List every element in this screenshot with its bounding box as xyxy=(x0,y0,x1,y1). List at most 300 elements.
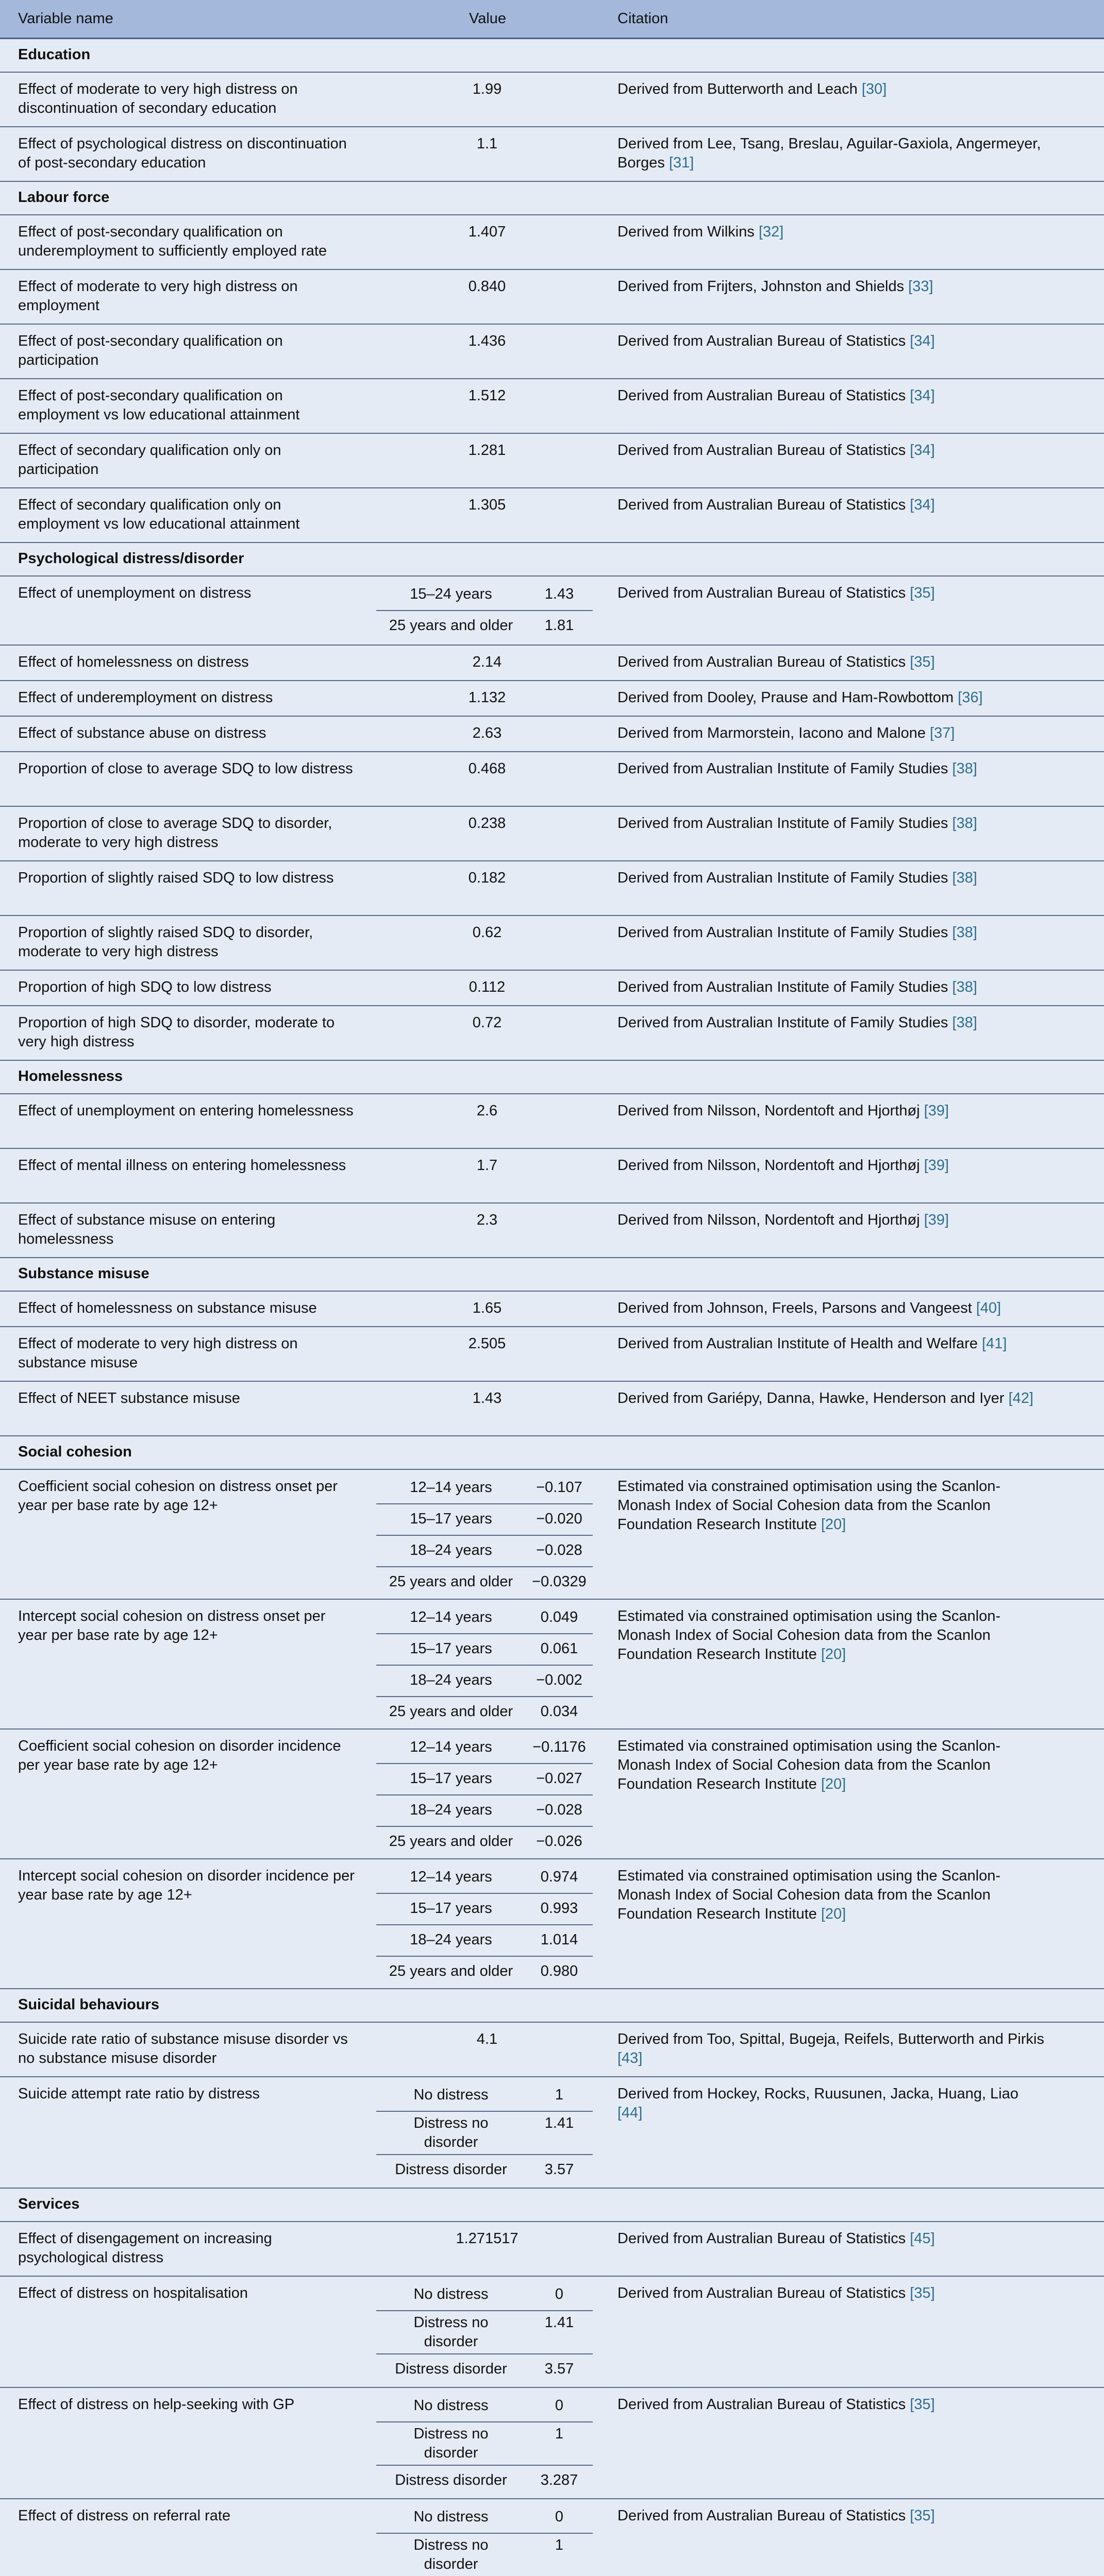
sub-label: 25 years and older xyxy=(389,617,513,634)
citation-text: Estimated via constrained optimisation using the Scanlon-Monash Index of Social Cohesion data from the Scanlon Foundation Research Institute xyxy=(617,1738,1001,1792)
section-heading xyxy=(0,182,1104,215)
value: 1.512 xyxy=(468,387,506,404)
citation-text: Derived from Australian Bureau of Statistics xyxy=(617,2230,906,2247)
sub-values xyxy=(376,1603,593,1727)
citation-reference: [35] xyxy=(910,2507,935,2524)
value: 1.1 xyxy=(476,135,498,152)
sub-row xyxy=(376,2155,593,2185)
variable-name: Coefficient social cohesion on distress onset per year per base rate by age 12+ xyxy=(18,1478,338,1514)
sub-value: −0.028 xyxy=(536,1542,582,1558)
variable-name: Effect of distress on referral rate xyxy=(18,2507,231,2524)
value: 0.468 xyxy=(468,760,506,777)
sub-row xyxy=(376,1697,593,1727)
value: 1.305 xyxy=(468,497,506,513)
variable-name: Effect of substance abuse on distress xyxy=(18,725,266,741)
sub-label: 12–14 years xyxy=(410,1609,492,1625)
citation-reference: [34] xyxy=(910,442,935,459)
citation-reference: [39] xyxy=(924,1103,949,1119)
section-heading xyxy=(0,2189,1104,2222)
table-row xyxy=(0,1149,1104,1204)
table-row xyxy=(0,577,1104,646)
sub-values xyxy=(376,1862,593,1987)
citation-reference: [37] xyxy=(930,725,955,741)
sub-value: 1 xyxy=(555,2537,564,2553)
citation-reference: [38] xyxy=(952,1014,977,1031)
citation-reference: [20] xyxy=(821,1516,846,1533)
citation xyxy=(617,386,1045,405)
table-row xyxy=(0,1292,1104,1327)
table-row xyxy=(0,1600,1104,1730)
citation-reference: [32] xyxy=(758,224,784,240)
citation-text: Derived from Australian Institute of Family Studies xyxy=(617,924,948,941)
citation xyxy=(617,653,1045,672)
table-row xyxy=(0,127,1104,182)
sub-value: 3.57 xyxy=(544,2361,574,2377)
sub-row xyxy=(376,2466,593,2496)
table-row xyxy=(0,807,1104,861)
variable-name: Effect of NEET substance misuse xyxy=(18,1390,240,1406)
variable-name: Suicide rate ratio of substance misuse disorder vs no substance misuse disorder xyxy=(18,2031,348,2066)
citation-text: Estimated via constrained optimisation using the Scanlon-Monash Index of Social Cohesion data from the Scanlon Foundation Research Institute xyxy=(617,1478,1001,1533)
citation-text: Derived from Dooley, Prause and Ham-Rowbottom xyxy=(617,689,954,706)
sub-row xyxy=(376,2502,593,2534)
table-row xyxy=(0,379,1104,434)
citation xyxy=(617,1737,1045,1794)
citation-text: Derived from Australian Institute of Family Studies xyxy=(617,979,948,995)
table-row xyxy=(0,1094,1104,1149)
citation-text: Derived from Nilsson, Nordentoft and Hjorthøj xyxy=(617,1212,920,1228)
variable-name: Effect of unemployment on entering homelessness xyxy=(18,1103,354,1119)
value: 0.182 xyxy=(468,870,506,886)
citation-text: Derived from Lee, Tsang, Breslau, Aguilar-Gaxiola, Angermeyer, Borges xyxy=(617,135,1041,171)
citation-reference: [20] xyxy=(821,1646,846,1663)
citation-text: Derived from Australian Bureau of Statistics xyxy=(617,654,906,670)
sub-values xyxy=(376,2391,593,2496)
sub-label: 15–17 years xyxy=(410,1511,492,1527)
citation xyxy=(617,1867,1045,1924)
citation xyxy=(617,584,1045,603)
sub-value: 3.287 xyxy=(540,2472,578,2488)
citation xyxy=(617,80,1045,99)
citation-reference: [20] xyxy=(821,1906,846,1922)
table-row xyxy=(0,1327,1104,1382)
citation-reference: [38] xyxy=(952,760,977,777)
sub-label: Distress no disorder xyxy=(413,2537,489,2572)
variable-name: Effect of disengagement on increasing psychological distress xyxy=(18,2230,272,2266)
table-row xyxy=(0,1470,1104,1600)
citation-reference: [35] xyxy=(910,585,935,601)
sub-label: 12–14 years xyxy=(410,1479,492,1496)
citation-text: Derived from Johnson, Freels, Parsons and Vangeest xyxy=(617,1300,972,1316)
sub-value: −0.028 xyxy=(536,1802,582,1818)
citation-reference: [30] xyxy=(861,81,887,97)
section-heading xyxy=(0,1258,1104,1292)
citation xyxy=(617,441,1045,460)
table-row xyxy=(0,1006,1104,1061)
section-title: Suicidal behaviours xyxy=(18,1996,159,2013)
variable-name: Effect of secondary qualification only on participation xyxy=(18,442,281,478)
sub-label: No distress xyxy=(413,2087,489,2103)
sub-label: 25 years and older xyxy=(389,1833,513,1850)
variable-name: Effect of unemployment on distress xyxy=(18,585,252,601)
sub-row xyxy=(376,1764,593,1795)
citation xyxy=(617,1477,1045,1534)
sub-value: 1.41 xyxy=(544,2115,574,2131)
sub-values xyxy=(376,2280,593,2385)
value: 2.6 xyxy=(476,1103,498,1119)
sub-values xyxy=(376,2080,593,2185)
table-row xyxy=(0,752,1104,807)
sub-label: 18–24 years xyxy=(410,1672,492,1688)
value: 1.132 xyxy=(468,689,506,706)
value: 1.7 xyxy=(476,1157,498,1174)
sub-row xyxy=(376,611,593,641)
sub-label: 25 years and older xyxy=(389,1573,513,1590)
citation-reference: [45] xyxy=(910,2230,935,2247)
sub-value: 0.993 xyxy=(540,1900,578,1917)
citation-text: Derived from Nilsson, Nordentoft and Hjorthøj xyxy=(617,1103,920,1119)
variable-name: Intercept social cohesion on distress onset per year per base rate by age 12+ xyxy=(18,1608,326,1643)
sub-row xyxy=(376,1634,593,1666)
sub-label: No distress xyxy=(413,2509,489,2525)
citation xyxy=(617,2506,1045,2526)
sub-row xyxy=(376,1827,593,1857)
citation xyxy=(617,1156,1045,1175)
sub-value: −0.107 xyxy=(536,1479,582,1496)
variable-name: Proportion of close to average SDQ to low distress xyxy=(18,760,353,777)
sub-row xyxy=(376,1504,593,1536)
variable-name: Effect of secondary qualification only on employment vs low educational attainment xyxy=(18,497,300,532)
sub-value: −0.0329 xyxy=(532,1573,587,1590)
sub-value: 1 xyxy=(555,2087,564,2103)
sub-label: No distress xyxy=(413,2286,489,2302)
citation-reference: [44] xyxy=(617,2105,643,2121)
sub-value: 0 xyxy=(555,2397,564,2414)
citation-reference: [38] xyxy=(952,870,977,886)
citation-text: Derived from Australian Institute of Family Studies xyxy=(617,815,948,832)
citation-text: Derived from Australian Bureau of Statistics xyxy=(617,333,906,349)
variable-name: Effect of homelessness on substance misuse xyxy=(18,1300,317,1316)
value: 0.238 xyxy=(468,815,506,832)
citation xyxy=(617,1013,1045,1032)
table-row xyxy=(0,2388,1104,2499)
citation-reference: [34] xyxy=(910,333,935,349)
citation-reference: [36] xyxy=(958,689,983,706)
citation-text: Derived from Hockey, Rocks, Ruusunen, Jacka, Huang, Liao xyxy=(617,2086,1018,2102)
table-row xyxy=(0,2222,1104,2277)
sub-row xyxy=(376,2422,593,2466)
section-heading xyxy=(0,543,1104,577)
sub-values xyxy=(376,580,593,641)
citation-reference: [34] xyxy=(910,497,935,513)
citation xyxy=(617,724,1045,743)
header-value: Value xyxy=(469,10,507,27)
sub-label: Distress disorder xyxy=(395,2472,507,2488)
variable-name: Proportion of close to average SDQ to disorder, moderate to very high distress xyxy=(18,815,332,851)
value: 0.840 xyxy=(468,278,506,295)
variable-name: Effect of distress on help-seeking with GP xyxy=(18,2396,295,2413)
citation-text: Derived from Australian Institute of Family Studies xyxy=(617,870,948,886)
value: 2.14 xyxy=(472,654,502,670)
variable-name: Effect of moderate to very high distress on substance misuse xyxy=(18,1335,298,1371)
sub-value: 0.034 xyxy=(540,1703,578,1720)
value: 1.407 xyxy=(468,224,506,240)
citation xyxy=(617,923,1045,942)
variable-name: Coefficient social cohesion on disorder incidence per year base rate by age 12+ xyxy=(18,1738,341,1773)
citation xyxy=(617,1101,1045,1121)
citation-text: Derived from Australian Bureau of Statistics xyxy=(617,497,906,513)
citation xyxy=(617,814,1045,833)
value: 1.43 xyxy=(472,1390,502,1406)
sub-row xyxy=(376,580,593,611)
sub-row xyxy=(376,1862,593,1894)
section-title: Education xyxy=(18,46,91,63)
table-row xyxy=(0,1204,1104,1258)
citation-reference: [38] xyxy=(952,924,977,941)
sub-row xyxy=(376,2391,593,2422)
citation xyxy=(617,2229,1045,2248)
sub-value: 0.974 xyxy=(540,1869,578,1885)
variable-name: Effect of mental illness on entering homelessness xyxy=(18,1157,346,1174)
sub-value: 0.061 xyxy=(540,1640,578,1657)
sub-value: 3.57 xyxy=(544,2161,574,2178)
section-heading xyxy=(0,39,1104,73)
table-row xyxy=(0,1859,1104,1989)
table-row xyxy=(0,646,1104,681)
header-citation: Citation xyxy=(617,10,668,27)
citation-reference: [39] xyxy=(924,1157,949,1174)
citation xyxy=(617,1607,1045,1664)
citation-reference: [43] xyxy=(617,2050,643,2066)
citation-reference: [38] xyxy=(952,815,977,832)
citation-text: Derived from Australian Bureau of Statistics xyxy=(617,585,906,601)
sub-value: 1.43 xyxy=(544,586,574,602)
sub-label: 18–24 years xyxy=(410,1542,492,1558)
sub-label: Distress no disorder xyxy=(413,2115,489,2150)
citation xyxy=(617,223,1045,242)
variable-name: Intercept social cohesion on disorder incidence per year base rate by age 12+ xyxy=(18,1868,355,1903)
citation-text: Derived from Australian Bureau of Statistics xyxy=(617,2396,906,2413)
sub-row xyxy=(376,1894,593,1925)
sub-label: 12–14 years xyxy=(410,1739,492,1755)
citation xyxy=(617,496,1045,515)
sub-row xyxy=(376,1473,593,1504)
citation xyxy=(617,277,1045,296)
table-row xyxy=(0,325,1104,379)
table-row xyxy=(0,73,1104,127)
citation-reference: [34] xyxy=(910,387,935,404)
citation-text: Derived from Wilkins xyxy=(617,224,755,240)
value: 2.63 xyxy=(472,725,502,741)
table-row xyxy=(0,2277,1104,2388)
citation-text: Estimated via constrained optimisation using the Scanlon-Monash Index of Social Cohesion data from the Scanlon Foundation Research Institute xyxy=(617,1868,1001,1922)
citation xyxy=(617,2395,1045,2414)
variable-name: Effect of post-secondary qualification on employment vs low educational attainment xyxy=(18,387,300,423)
variable-name: Effect of distress on hospitalisation xyxy=(18,2285,248,2301)
variable-name: Proportion of slightly raised SDQ to low distress xyxy=(18,870,334,886)
variable-name: Effect of post-secondary qualification on underemployment to sufficiently employed rate xyxy=(18,224,327,259)
sub-row xyxy=(376,1795,593,1827)
sub-row xyxy=(376,2354,593,2385)
sub-values xyxy=(376,1473,593,1598)
sub-row xyxy=(376,2280,593,2311)
section-heading xyxy=(0,1061,1104,1094)
citation xyxy=(617,688,1045,707)
value: 0.112 xyxy=(469,979,506,995)
sub-label: 15–17 years xyxy=(410,1770,492,1787)
citation xyxy=(617,1211,1045,1230)
value: 1.436 xyxy=(468,333,506,349)
table-header xyxy=(0,0,1104,39)
value: 4.1 xyxy=(476,2031,498,2047)
table-row xyxy=(0,2499,1104,2576)
sub-row xyxy=(376,2112,593,2155)
table-row xyxy=(0,681,1104,717)
citation xyxy=(617,978,1045,997)
variable-name: Effect of homelessness on distress xyxy=(18,654,249,670)
section-heading xyxy=(0,1436,1104,1470)
variable-name: Effect of moderate to very high distress on employment xyxy=(18,278,298,314)
sub-value: 0 xyxy=(555,2509,564,2525)
sub-label: Distress disorder xyxy=(395,2361,507,2377)
value: 1.281 xyxy=(468,442,506,459)
citation-reference: [39] xyxy=(924,1212,949,1228)
section-title: Labour force xyxy=(18,189,110,206)
section-title: Services xyxy=(18,2196,80,2212)
value: 0.72 xyxy=(472,1014,502,1031)
sub-value: −0.1176 xyxy=(532,1739,586,1755)
citation-reference: [38] xyxy=(952,979,977,995)
citation-text: Derived from Australian Institute of Health and Welfare xyxy=(617,1335,978,1352)
citation xyxy=(617,759,1045,778)
table-row xyxy=(0,488,1104,543)
citation-reference: [35] xyxy=(910,654,935,670)
sub-value: −0.027 xyxy=(536,1770,582,1787)
citation-text: Derived from Australian Institute of Family Studies xyxy=(617,1014,948,1031)
citation-text: Derived from Marmorstein, Iacono and Malone xyxy=(617,725,926,741)
sub-row xyxy=(376,2311,593,2354)
table-row xyxy=(0,717,1104,752)
value: 2.3 xyxy=(476,1212,498,1228)
citation xyxy=(617,2084,1045,2123)
sub-value: 1.81 xyxy=(544,617,574,634)
citation xyxy=(617,1334,1045,1353)
table-row xyxy=(0,2023,1104,2077)
citation-reference: [35] xyxy=(910,2285,935,2301)
table-row xyxy=(0,916,1104,971)
sub-value: 0.049 xyxy=(540,1609,578,1625)
sub-label: 18–24 years xyxy=(410,1931,492,1948)
citation-text: Derived from Butterworth and Leach xyxy=(617,81,858,97)
variable-name: Proportion of slightly raised SDQ to disorder, moderate to very high distress xyxy=(18,924,313,960)
value: 0.62 xyxy=(472,924,502,941)
value: 2.505 xyxy=(468,1335,506,1352)
sub-value: −0.020 xyxy=(536,1511,582,1527)
section-title: Social cohesion xyxy=(18,1444,132,1460)
sub-value: 0.980 xyxy=(540,1963,578,1979)
sub-row xyxy=(376,1925,593,1957)
sub-label: Distress no disorder xyxy=(413,2426,489,2461)
header-variable-name: Variable name xyxy=(18,10,113,27)
citation-text: Derived from Australian Bureau of Statistics xyxy=(617,2507,906,2524)
sub-values xyxy=(376,1733,593,1857)
citation-reference: [33] xyxy=(908,278,933,295)
section-heading xyxy=(0,1989,1104,2023)
sub-label: Distress disorder xyxy=(395,2161,507,2178)
citation-text: Derived from Too, Spittal, Bugeja, Reifels, Butterworth and Pirkis xyxy=(617,2031,1044,2047)
sub-row xyxy=(376,1536,593,1567)
table-row xyxy=(0,215,1104,270)
sub-row xyxy=(376,2534,593,2576)
citation-text: Derived from Gariépy, Danna, Hawke, Henderson and Iyer xyxy=(617,1390,1005,1406)
table-row xyxy=(0,971,1104,1006)
sub-value: −0.026 xyxy=(536,1833,582,1850)
sub-label: 18–24 years xyxy=(410,1802,492,1818)
table-body xyxy=(0,39,1104,2576)
citation-text: Derived from Australian Bureau of Statistics xyxy=(617,442,906,459)
sub-row xyxy=(376,1666,593,1697)
table-row xyxy=(0,270,1104,325)
table-row xyxy=(0,2077,1104,2189)
value: 1.99 xyxy=(472,81,502,97)
sub-value: 1.41 xyxy=(544,2314,574,2331)
sub-row xyxy=(376,1603,593,1634)
citation-text: Estimated via constrained optimisation using the Scanlon-Monash Index of Social Cohesion data from the Scanlon Foundation Research Institute xyxy=(617,1608,1001,1663)
citation-reference: [35] xyxy=(910,2396,935,2413)
variable-name: Effect of underemployment on distress xyxy=(18,689,273,706)
sub-row xyxy=(376,1567,593,1598)
sub-value: 1 xyxy=(555,2426,564,2442)
citation-text: Derived from Australian Institute of Family Studies xyxy=(617,760,948,777)
citation xyxy=(617,1389,1045,1408)
sub-label: 12–14 years xyxy=(410,1869,492,1885)
variable-name: Effect of post-secondary qualification on participation xyxy=(18,333,283,368)
sub-label: 25 years and older xyxy=(389,1703,513,1720)
table-row xyxy=(0,1382,1104,1436)
sub-value: −0.002 xyxy=(536,1672,582,1688)
table-row xyxy=(0,434,1104,488)
sub-label: 15–17 years xyxy=(410,1640,492,1657)
value: 1.271517 xyxy=(456,2230,518,2247)
citation xyxy=(617,2284,1045,2303)
citation xyxy=(617,134,1045,173)
variable-name: Effect of substance misuse on entering homelessness xyxy=(18,1212,276,1247)
citation-text: Derived from Frijters, Johnston and Shields xyxy=(617,278,905,295)
variable-name: Proportion of high SDQ to low distress xyxy=(18,979,272,995)
sub-row xyxy=(376,2080,593,2112)
sub-value: 1.014 xyxy=(540,1931,578,1948)
citation-reference: [41] xyxy=(982,1335,1007,1352)
variable-name: Effect of moderate to very high distress on discontinuation of secondary education xyxy=(18,81,298,116)
citation-reference: [42] xyxy=(1008,1390,1034,1406)
sub-row xyxy=(376,1733,593,1764)
variable-name: Suicide attempt rate ratio by distress xyxy=(18,2086,260,2102)
sub-label: Distress no disorder xyxy=(413,2314,489,2350)
section-title: Homelessness xyxy=(18,1068,123,1084)
citation xyxy=(617,2030,1045,2068)
citation-reference: [40] xyxy=(976,1300,1001,1316)
citation-reference: [31] xyxy=(668,155,694,171)
citation xyxy=(617,1299,1045,1318)
table-row xyxy=(0,861,1104,916)
variable-name: Proportion of high SDQ to disorder, moderate to very high distress xyxy=(18,1014,335,1050)
citation-text: Derived from Nilsson, Nordentoft and Hjorthøj xyxy=(617,1157,920,1174)
sub-values xyxy=(376,2502,593,2576)
citation xyxy=(617,869,1045,888)
sub-label: No distress xyxy=(413,2397,489,2414)
table-row xyxy=(0,1730,1104,1859)
citation xyxy=(617,332,1045,351)
